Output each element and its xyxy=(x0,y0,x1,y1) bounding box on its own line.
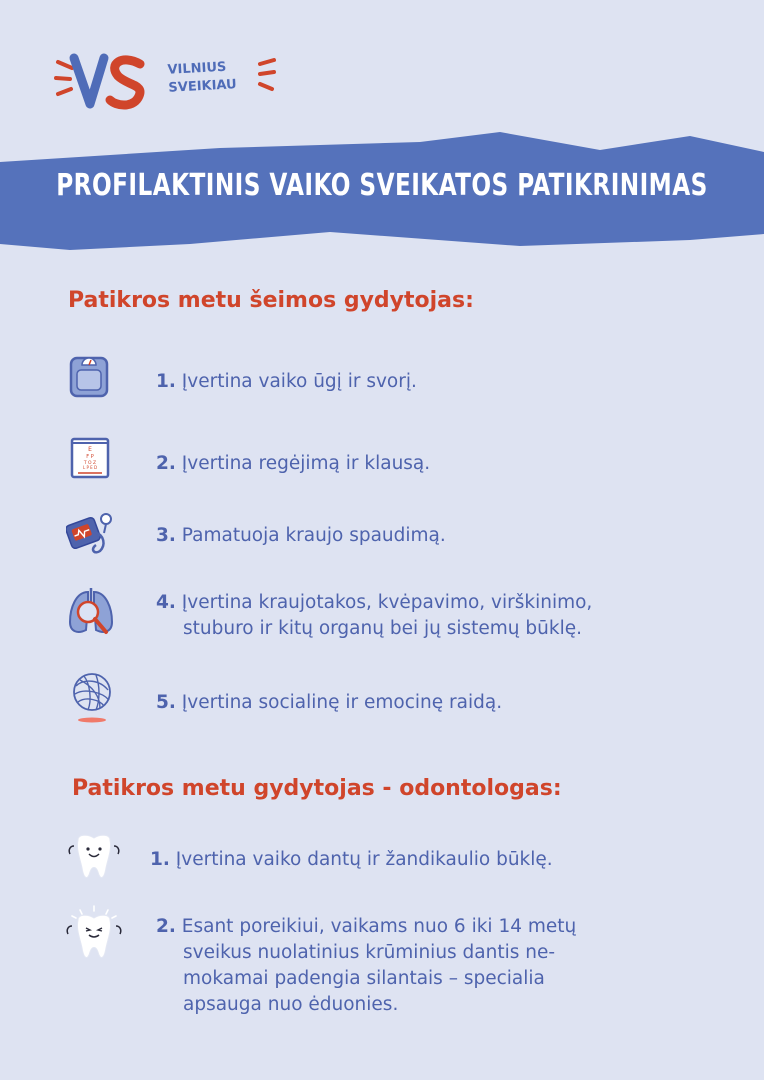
item-number: 4. xyxy=(156,592,176,613)
item-number: 3. xyxy=(156,525,176,546)
tooth-sparkle-icon xyxy=(58,904,130,968)
item-text: Esant poreikiui, vaikams nuo 6 iki 14 metų xyxy=(181,916,577,937)
dentist-heading: Patikros metu gydytojas - odontologas: xyxy=(72,776,562,801)
svg-text:E: E xyxy=(88,446,92,453)
family-doctor-heading: Patikros metu šeimos gydytojas: xyxy=(68,288,474,313)
list-item xyxy=(156,451,430,477)
item-text: Įvertina regėjimą ir klausą. xyxy=(181,453,431,474)
lungs-magnifier-icon xyxy=(66,586,116,638)
item-number: 2. xyxy=(156,916,176,937)
list-item xyxy=(156,690,502,716)
item-text: Įvertina kraujotakos, kvėpavimo, virškinimo, xyxy=(181,592,593,613)
list-item xyxy=(156,523,446,549)
svg-text:L P E D: L P E D xyxy=(82,465,98,470)
svg-text:T O Z: T O Z xyxy=(83,461,97,466)
scale-icon xyxy=(69,356,109,398)
item-number: 2. xyxy=(156,453,176,474)
page-title: PROFILAKTINIS VAIKO SVEIKATOS PATIKRINIMAS xyxy=(56,168,708,203)
item-text-cont: mokamai padengia silantais – specialia xyxy=(183,968,545,989)
item-text: Pamatuoja kraujo spaudimą. xyxy=(181,525,446,546)
item-text: Įvertina socialinę ir emocinę raidą. xyxy=(181,692,503,713)
logo-line-2: SVEIKIAU xyxy=(168,77,238,96)
item-number: 1. xyxy=(150,849,170,870)
item-text: Įvertina vaiko ūgį ir svorį. xyxy=(181,371,417,392)
yarn-ball-icon xyxy=(70,670,114,724)
logo-wordmark xyxy=(167,58,237,98)
item-number: 1. xyxy=(156,371,176,392)
logo-line-1: VILNIUS xyxy=(167,59,227,78)
item-text-cont: sveikus nuolatinius krūminius dantis ne- xyxy=(183,942,556,963)
item-text-cont: stuburo ir kitų organų bei jų sistemų būklę. xyxy=(183,618,582,639)
list-item xyxy=(156,914,576,1018)
item-text: Įvertina vaiko dantų ir žandikaulio būklę. xyxy=(175,849,553,870)
blood-pressure-icon xyxy=(66,511,114,555)
tooth-happy-icon xyxy=(62,832,126,884)
item-number: 5. xyxy=(156,692,176,713)
list-item xyxy=(156,369,417,395)
list-item xyxy=(156,590,592,642)
item-text-cont: apsauga nuo ėduonies. xyxy=(183,994,399,1015)
eye-chart-icon xyxy=(70,437,110,479)
list-item xyxy=(150,847,553,873)
svg-text:F P: F P xyxy=(86,454,94,460)
